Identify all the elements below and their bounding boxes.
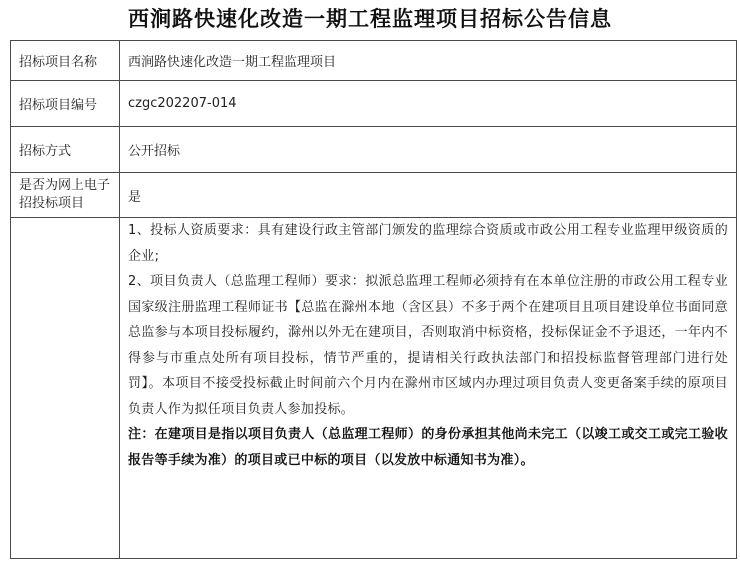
bid-method-label: 招标方式 bbox=[11, 127, 120, 173]
bid-method-value: 公开招标 bbox=[120, 127, 737, 173]
requirements-content bbox=[120, 218, 737, 559]
bid-info-table bbox=[10, 40, 737, 559]
online-bidding-value: 是 bbox=[120, 173, 737, 218]
table-row-requirements bbox=[11, 218, 737, 559]
table-row-online-bidding bbox=[11, 173, 737, 218]
online-bidding-label: 是否为网上电子招投标项目 bbox=[11, 173, 120, 218]
table-row-project-name bbox=[11, 41, 737, 81]
table-row-project-number bbox=[11, 81, 737, 127]
project-name-label: 招标项目名称 bbox=[11, 41, 120, 81]
project-number-value: czgc202207-014 bbox=[120, 81, 737, 127]
note-text: 注：在建项目是指以项目负责人（总监理工程师）的身份承担其他尚未完工（以竣工或交工或完工验收报告等手续为准）的项目或已中标的项目（以发放中标通知书为准）。 bbox=[128, 427, 728, 468]
requirements-label bbox=[11, 218, 120, 559]
table-row-bid-method bbox=[11, 127, 737, 173]
project-number-label: 招标项目编号 bbox=[11, 81, 120, 127]
bidder-qualification-text: 1、投标人资质要求：具有建设行政主管部门颁发的监理综合资质或市政公用工程专业监理甲级资质的企业; bbox=[128, 223, 728, 264]
page-title: 西涧路快速化改造一期工程监理项目招标公告信息 bbox=[128, 6, 612, 31]
project-name-value: 西涧路快速化改造一期工程监理项目 bbox=[120, 41, 737, 81]
project-manager-requirement-text: 2、项目负责人（总监理工程师）要求：拟派总监理工程师必须持有在本单位注册的市政公用工程专业国家级注册监理工程师证书【总监在滁州本地（含区县）不多于两个在建项目且项目建设单位书面同意总监参与本项目投标履约，滁州以外无在建项目，否则取消中标资格，投标保证金不予退还，一年内不得参与市重点处所有项目投标，情节严重的，提请相关行政执法部门和招投标监督管理部门进行处罚】。本项目不接受投标截止时间前六个月内在滁州市区域内办理过项目负责人变更备案手续的原项目负责人作为拟任项目负责人参加投标。 bbox=[128, 274, 728, 417]
